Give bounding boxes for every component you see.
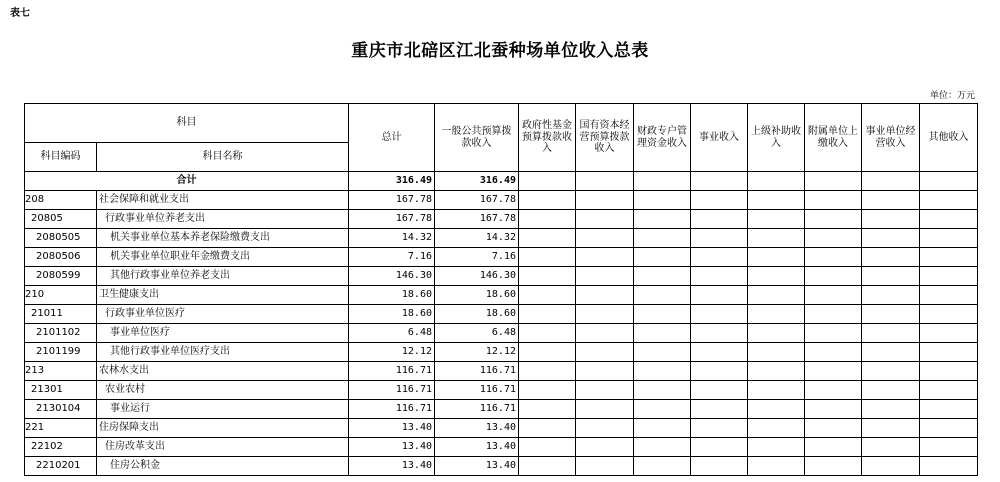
empty-cell xyxy=(519,343,576,362)
empty-cell xyxy=(576,248,634,267)
total-amount: 18.60 xyxy=(349,286,435,305)
empty-cell xyxy=(519,362,576,381)
total-label: 合计 xyxy=(25,172,349,191)
empty-cell xyxy=(634,400,691,419)
empty-cell xyxy=(634,305,691,324)
empty-cell xyxy=(634,191,691,210)
subject-code: 2101102 xyxy=(25,324,97,343)
empty-cell xyxy=(634,267,691,286)
header-total: 总计 xyxy=(349,104,435,172)
general-budget-amount: 116.71 xyxy=(435,400,519,419)
subject-name: 农林水支出 xyxy=(97,362,349,381)
empty-cell xyxy=(691,267,748,286)
empty-cell xyxy=(691,419,748,438)
empty-cell xyxy=(862,343,920,362)
empty-cell xyxy=(634,248,691,267)
empty-cell xyxy=(519,457,576,476)
general-budget-amount: 167.78 xyxy=(435,210,519,229)
empty-cell xyxy=(920,324,978,343)
empty-cell xyxy=(862,229,920,248)
total-amount: 146.30 xyxy=(349,267,435,286)
table-row xyxy=(25,305,978,324)
empty-cell xyxy=(519,324,576,343)
header-gov-fund: 政府性基金预算拨款收入 xyxy=(519,104,576,172)
subject-name: 住房公积金 xyxy=(97,457,349,476)
empty-cell xyxy=(748,438,805,457)
subject-name: 机关事业单位职业年金缴费支出 xyxy=(97,248,349,267)
empty-cell xyxy=(805,248,862,267)
table-row xyxy=(25,210,978,229)
empty-cell xyxy=(748,210,805,229)
subject-code: 21011 xyxy=(25,305,97,324)
empty-cell xyxy=(748,248,805,267)
empty-cell xyxy=(920,210,978,229)
empty-cell xyxy=(862,419,920,438)
empty-cell xyxy=(862,381,920,400)
empty-cell xyxy=(920,438,978,457)
empty-cell xyxy=(691,286,748,305)
empty-cell xyxy=(920,457,978,476)
empty-cell xyxy=(634,229,691,248)
empty-cell xyxy=(634,286,691,305)
subject-name: 事业运行 xyxy=(97,400,349,419)
empty-cell xyxy=(748,305,805,324)
total-amount: 167.78 xyxy=(349,210,435,229)
subject-name: 农业农村 xyxy=(97,381,349,400)
subject-code: 21301 xyxy=(25,381,97,400)
subject-code: 2130104 xyxy=(25,400,97,419)
empty-cell xyxy=(576,343,634,362)
empty-cell xyxy=(691,248,748,267)
empty-cell xyxy=(920,381,978,400)
subject-code: 2080599 xyxy=(25,267,97,286)
empty-cell xyxy=(576,457,634,476)
empty-cell xyxy=(691,400,748,419)
total-amount: 13.40 xyxy=(349,457,435,476)
empty-cell xyxy=(691,191,748,210)
table-row xyxy=(25,400,978,419)
empty-cell xyxy=(748,172,805,191)
empty-cell xyxy=(519,248,576,267)
header-row-top xyxy=(25,104,978,143)
subject-name: 行政事业单位养老支出 xyxy=(97,210,349,229)
empty-cell xyxy=(691,305,748,324)
total-amount: 167.78 xyxy=(349,191,435,210)
empty-cell xyxy=(920,343,978,362)
empty-cell xyxy=(634,343,691,362)
total-amount: 18.60 xyxy=(349,305,435,324)
empty-cell xyxy=(862,457,920,476)
empty-cell xyxy=(634,438,691,457)
empty-cell xyxy=(576,362,634,381)
header-affiliated-remit: 附属单位上缴收入 xyxy=(805,104,862,172)
general-budget-amount: 7.16 xyxy=(435,248,519,267)
total-amount: 6.48 xyxy=(349,324,435,343)
subject-code: 2080505 xyxy=(25,229,97,248)
empty-cell xyxy=(920,267,978,286)
empty-cell xyxy=(805,229,862,248)
total-amount: 13.40 xyxy=(349,438,435,457)
empty-cell xyxy=(920,362,978,381)
subject-name: 住房保障支出 xyxy=(97,419,349,438)
empty-cell xyxy=(576,305,634,324)
empty-cell xyxy=(805,324,862,343)
empty-cell xyxy=(862,362,920,381)
empty-cell xyxy=(576,419,634,438)
general-budget-amount: 13.40 xyxy=(435,438,519,457)
table-row xyxy=(25,248,978,267)
empty-cell xyxy=(805,191,862,210)
empty-cell xyxy=(519,172,576,191)
empty-cell xyxy=(691,343,748,362)
subject-code: 208 xyxy=(25,191,97,210)
general-budget-amount: 14.32 xyxy=(435,229,519,248)
subject-code: 22102 xyxy=(25,438,97,457)
header-state-capital: 国有资本经营预算拨款收入 xyxy=(576,104,634,172)
general-budget-amount: 18.60 xyxy=(435,305,519,324)
general-budget-amount: 6.48 xyxy=(435,324,519,343)
total-row xyxy=(25,172,978,191)
header-name: 科目名称 xyxy=(97,143,349,172)
empty-cell xyxy=(862,305,920,324)
empty-cell xyxy=(862,324,920,343)
income-summary-table xyxy=(24,103,978,476)
header-business-operation: 事业单位经营收入 xyxy=(862,104,920,172)
total-amount: 7.16 xyxy=(349,248,435,267)
header-superior-subsidy: 上级补助收入 xyxy=(748,104,805,172)
table-row xyxy=(25,419,978,438)
total-amount: 12.12 xyxy=(349,343,435,362)
empty-cell xyxy=(519,267,576,286)
empty-cell xyxy=(691,229,748,248)
subject-name: 卫生健康支出 xyxy=(97,286,349,305)
empty-cell xyxy=(805,286,862,305)
general-budget-amount: 116.71 xyxy=(435,362,519,381)
empty-cell xyxy=(748,324,805,343)
table-row xyxy=(25,267,978,286)
empty-cell xyxy=(519,286,576,305)
subject-name: 其他行政事业单位医疗支出 xyxy=(97,343,349,362)
empty-cell xyxy=(805,267,862,286)
empty-cell xyxy=(862,267,920,286)
empty-cell xyxy=(576,172,634,191)
empty-cell xyxy=(519,305,576,324)
general-budget-amount: 13.40 xyxy=(435,457,519,476)
total-general-budget: 316.49 xyxy=(435,172,519,191)
header-general-budget: 一般公共预算拨款收入 xyxy=(435,104,519,172)
empty-cell xyxy=(862,172,920,191)
general-budget-amount: 12.12 xyxy=(435,343,519,362)
empty-cell xyxy=(519,210,576,229)
table-row xyxy=(25,229,978,248)
empty-cell xyxy=(805,381,862,400)
empty-cell xyxy=(634,457,691,476)
empty-cell xyxy=(519,400,576,419)
header-other-income: 其他收入 xyxy=(920,104,978,172)
total-value: 316.49 xyxy=(349,172,435,191)
empty-cell xyxy=(634,210,691,229)
empty-cell xyxy=(862,400,920,419)
total-amount: 13.40 xyxy=(349,419,435,438)
empty-cell xyxy=(576,400,634,419)
subject-code: 2080506 xyxy=(25,248,97,267)
subject-code: 2101199 xyxy=(25,343,97,362)
empty-cell xyxy=(805,305,862,324)
empty-cell xyxy=(691,457,748,476)
empty-cell xyxy=(691,210,748,229)
unit-note: 单位：万元 xyxy=(930,91,976,101)
page-title: 重庆市北碚区江北蚕种场单位收入总表 xyxy=(351,41,649,61)
empty-cell xyxy=(748,381,805,400)
empty-cell xyxy=(748,229,805,248)
empty-cell xyxy=(519,381,576,400)
subject-name: 社会保障和就业支出 xyxy=(97,191,349,210)
general-budget-amount: 116.71 xyxy=(435,381,519,400)
table-row xyxy=(25,381,978,400)
empty-cell xyxy=(634,381,691,400)
empty-cell xyxy=(805,457,862,476)
empty-cell xyxy=(691,362,748,381)
empty-cell xyxy=(519,419,576,438)
table-row xyxy=(25,362,978,381)
subject-name: 其他行政事业单位养老支出 xyxy=(97,267,349,286)
empty-cell xyxy=(576,210,634,229)
total-amount: 116.71 xyxy=(349,362,435,381)
empty-cell xyxy=(576,229,634,248)
empty-cell xyxy=(920,191,978,210)
empty-cell xyxy=(519,438,576,457)
table-row xyxy=(25,457,978,476)
subject-name: 事业单位医疗 xyxy=(97,324,349,343)
empty-cell xyxy=(920,419,978,438)
empty-cell xyxy=(576,286,634,305)
empty-cell xyxy=(920,229,978,248)
empty-cell xyxy=(748,343,805,362)
general-budget-amount: 167.78 xyxy=(435,191,519,210)
table-row xyxy=(25,286,978,305)
subject-code: 213 xyxy=(25,362,97,381)
empty-cell xyxy=(920,305,978,324)
empty-cell xyxy=(862,438,920,457)
subject-code: 20805 xyxy=(25,210,97,229)
empty-cell xyxy=(748,419,805,438)
empty-cell xyxy=(748,286,805,305)
empty-cell xyxy=(576,438,634,457)
subject-name: 行政事业单位医疗 xyxy=(97,305,349,324)
empty-cell xyxy=(748,191,805,210)
empty-cell xyxy=(862,210,920,229)
empty-cell xyxy=(920,248,978,267)
empty-cell xyxy=(862,248,920,267)
empty-cell xyxy=(691,324,748,343)
total-amount: 116.71 xyxy=(349,400,435,419)
empty-cell xyxy=(805,419,862,438)
empty-cell xyxy=(576,191,634,210)
empty-cell xyxy=(691,438,748,457)
empty-cell xyxy=(691,381,748,400)
total-amount: 116.71 xyxy=(349,381,435,400)
empty-cell xyxy=(805,362,862,381)
general-budget-amount: 146.30 xyxy=(435,267,519,286)
empty-cell xyxy=(691,172,748,191)
header-business-income: 事业收入 xyxy=(691,104,748,172)
empty-cell xyxy=(805,210,862,229)
total-amount: 14.32 xyxy=(349,229,435,248)
empty-cell xyxy=(920,286,978,305)
empty-cell xyxy=(634,362,691,381)
empty-cell xyxy=(862,286,920,305)
subject-code: 2210201 xyxy=(25,457,97,476)
empty-cell xyxy=(805,343,862,362)
empty-cell xyxy=(862,191,920,210)
empty-cell xyxy=(748,267,805,286)
empty-cell xyxy=(748,400,805,419)
table-body xyxy=(25,104,978,476)
empty-cell xyxy=(805,438,862,457)
empty-cell xyxy=(519,191,576,210)
empty-cell xyxy=(634,419,691,438)
general-budget-amount: 18.60 xyxy=(435,286,519,305)
subject-code: 221 xyxy=(25,419,97,438)
empty-cell xyxy=(576,267,634,286)
subject-code: 210 xyxy=(25,286,97,305)
empty-cell xyxy=(634,172,691,191)
empty-cell xyxy=(748,362,805,381)
empty-cell xyxy=(805,172,862,191)
empty-cell xyxy=(920,172,978,191)
empty-cell xyxy=(634,324,691,343)
empty-cell xyxy=(805,400,862,419)
table-row xyxy=(25,438,978,457)
table-number-label: 表七 xyxy=(10,8,30,19)
empty-cell xyxy=(576,324,634,343)
empty-cell xyxy=(920,400,978,419)
header-code: 科目编码 xyxy=(25,143,97,172)
empty-cell xyxy=(748,457,805,476)
header-fiscal-special: 财政专户管理资金收入 xyxy=(634,104,691,172)
subject-name: 住房改革支出 xyxy=(97,438,349,457)
empty-cell xyxy=(519,229,576,248)
table-row xyxy=(25,324,978,343)
empty-cell xyxy=(576,381,634,400)
header-subject: 科目 xyxy=(25,104,349,143)
subject-name: 机关事业单位基本养老保险缴费支出 xyxy=(97,229,349,248)
table-row xyxy=(25,191,978,210)
table-row xyxy=(25,343,978,362)
general-budget-amount: 13.40 xyxy=(435,419,519,438)
